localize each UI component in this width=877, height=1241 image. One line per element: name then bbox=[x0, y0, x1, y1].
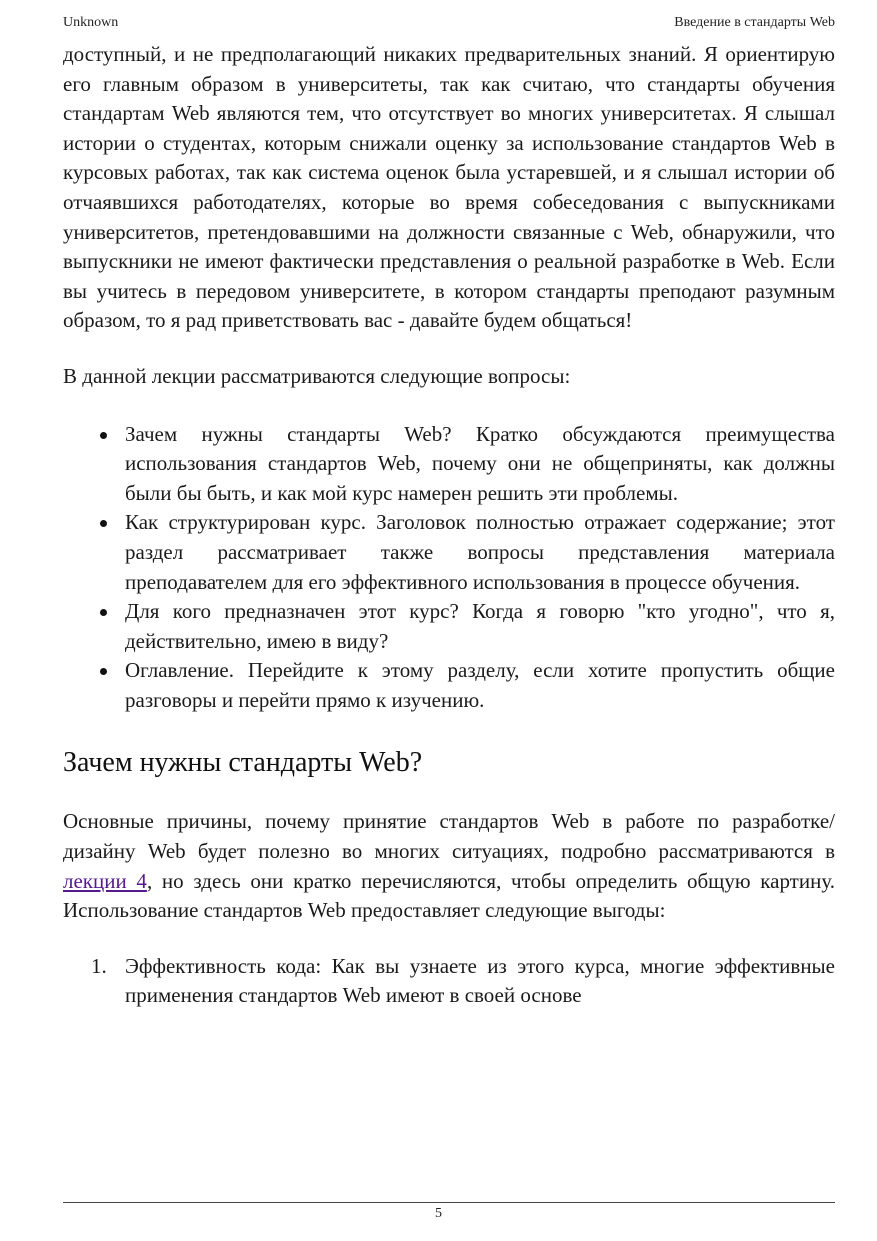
lecture-4-link[interactable]: лекции 4 bbox=[63, 868, 147, 893]
header-left-text: Unknown bbox=[63, 15, 119, 30]
page-content bbox=[63, 40, 835, 1011]
list-item bbox=[91, 952, 835, 1011]
list-item: Для кого предназначен этот курс? Когда я говорю "кто угодно", что я, действительно, имею в виду? bbox=[125, 597, 835, 656]
list-item: Как структурирован курс. Заголовок полностью отражает содержание; этот раздел рассматривает также вопросы представления материала преподавателем для его эффективного использования в процессе обучения. bbox=[125, 508, 835, 597]
reasons-text-after: , но здесь они кратко перечисляются, чтобы определить общую картину. Использование стандартов Web предоставляет следующие выгоды: bbox=[63, 868, 835, 923]
list-item-number: 1. bbox=[91, 953, 107, 978]
page-header bbox=[63, 15, 835, 31]
topics-intro: В данной лекции рассматриваются следующие вопросы: bbox=[63, 363, 571, 388]
footer-divider bbox=[63, 1202, 835, 1203]
benefits-list bbox=[63, 952, 835, 1011]
list-item-text: Эффективность кода: Как вы узнаете из этого курса, многие эффективные применения стандартов Web имеют в своей основе bbox=[125, 953, 835, 1008]
header-document-title: Введение в стандарты Web bbox=[674, 15, 835, 30]
intro-paragraph: доступный, и не предполагающий никаких предварительных знаний. Я ориентирую его главным образом в университеты, так как считаю, что стандарты обучения стандартам Web являются тем, что отсутствует во многих университетах. Я слышал истории о студентах, которым снижали оценку за использование стандартов Web в курсовых работах, так как система оценок была устаревшей, и я слышал истории об отчаявшихся работодателях, которые во время собеседования с выпускниками университетов, претендовавшими на должности связанные с Web, обнаружили, что выпускники не имеют фактически представления о реальной разработке в Web. Если вы учитесь в передовом университете, в котором стандарты преподают разумным образом, то я рад приветствовать вас - давайте будем общаться! bbox=[63, 42, 835, 333]
reasons-paragraph bbox=[63, 807, 835, 925]
list-item: Зачем нужны стандарты Web? Кратко обсуждаются преимущества использования стандартов Web, почему они не общеприняты, как должны были бы быть, и как мой курс намерен решить эти проблемы. bbox=[125, 420, 835, 509]
section-heading: Зачем нужны стандарты Web? bbox=[63, 747, 423, 779]
page-number: 5 bbox=[435, 1206, 442, 1221]
topics-list bbox=[63, 420, 835, 716]
list-item: Оглавление. Перейдите к этому разделу, если хотите пропустить общие разговоры и перейти прямо к изучению. bbox=[125, 656, 835, 715]
reasons-text-before: Основные причины, почему принятие стандартов Web в работе по разработке/ дизайну Web будет полезно во многих ситуациях, подробно рассматриваются в bbox=[63, 809, 835, 864]
